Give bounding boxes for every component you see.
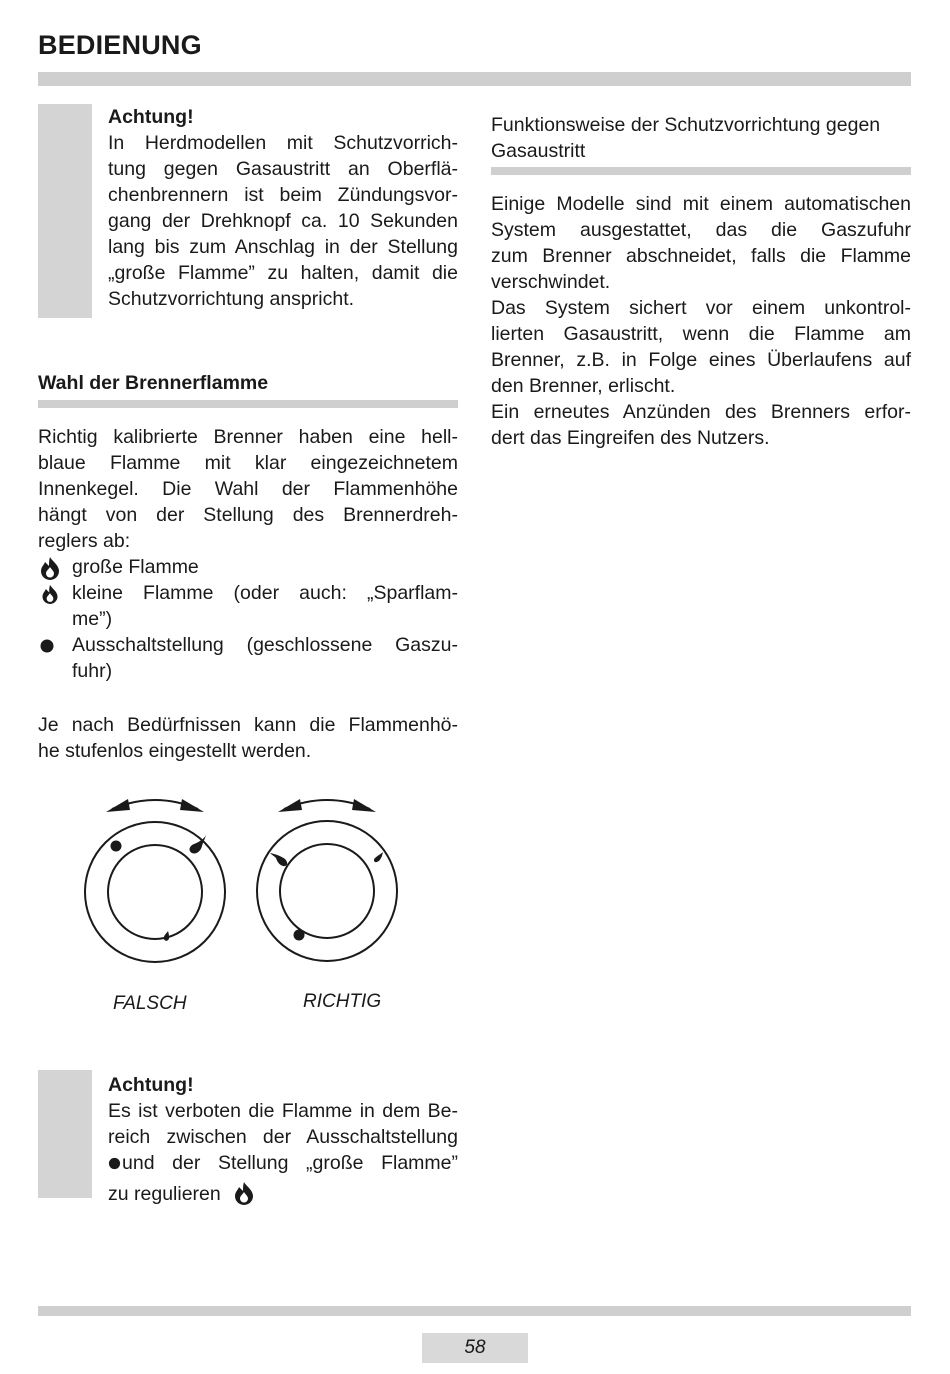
text-line: Es ist verboten die Flamme in dem Be-: [108, 1100, 458, 1122]
text-line: tung gegen Gasaustritt an Oberflä-: [108, 158, 458, 180]
text-line: Je nach Bedürfnissen kann die Flammenhö-: [38, 714, 458, 736]
text-line: blaue Flamme mit klar eingezeichnetem: [38, 452, 458, 474]
text-line: Ein erneutes Anzünden des Brenners erfor-: [491, 401, 911, 423]
warning-box: [108, 1072, 458, 1207]
text-line: hängt von der Stellung des Brennerdreh-: [38, 504, 458, 526]
list-item: [38, 632, 458, 684]
caption-wrong: FALSCH: [113, 993, 187, 1014]
text-line: In Herdmodellen mit Schutzvorrich-: [108, 132, 458, 154]
text-line: gang der Drehknopf ca. 10 Sekunden: [108, 210, 458, 232]
warning-text: [108, 1098, 458, 1207]
header-rule: [38, 72, 911, 86]
page-number: 58: [422, 1333, 528, 1363]
warning-text: [108, 130, 458, 312]
right-paragraph: [491, 191, 911, 451]
warning-heading: Achtung!: [108, 1074, 194, 1096]
list-item: [38, 554, 458, 580]
text-line: Innenkegel. Die Wahl der Flammenhöhe: [38, 478, 458, 500]
text-line: he stufenlos eingestellt werden.: [38, 740, 312, 762]
text-fragment: zu regulieren: [108, 1183, 221, 1205]
text-line: chenbrennern ist beim Zündungsvor-: [108, 184, 458, 206]
text-line: Brenner, z.B. in Folge eines Überlaufens auf: [491, 349, 911, 371]
flame-paragraph: [38, 424, 458, 554]
warning-heading: Achtung!: [108, 106, 194, 128]
text-line: reich zwischen der Ausschaltstellung: [108, 1126, 458, 1148]
text-line: verschwindet.: [491, 271, 611, 293]
list-text: fuhr): [72, 660, 113, 682]
text-line: [108, 1150, 458, 1176]
off-dot-icon: [108, 1157, 121, 1170]
list-text: Ausschaltstellung (geschlossene Gaszu-: [72, 634, 458, 656]
text-line: Einige Modelle sind mit einem automatischen: [491, 193, 911, 215]
large-flame-icon: [38, 556, 62, 580]
caption-right: RICHTIG: [303, 991, 382, 1012]
warning-bar: [38, 1070, 92, 1198]
text-fragment: und der Stellung „große Flamme”: [122, 1152, 458, 1174]
knob-wrong: [85, 799, 225, 962]
off-dot-icon: [38, 634, 62, 658]
text-line: System ausgestattet, das die Gaszufuhr: [491, 219, 911, 241]
small-flame-icon: [40, 584, 60, 604]
text-line: Schutzvorrichtung anspricht.: [108, 288, 355, 310]
knob-diagram: [70, 785, 410, 985]
warning-bar: [38, 104, 92, 318]
text-line: Das System sichert vor einem unkontrol-: [491, 297, 911, 319]
page-title: BEDIENUNG: [38, 30, 202, 60]
list-text: me”): [72, 608, 113, 630]
text-line: Richtig kalibrierte Brenner haben eine hell-: [38, 426, 458, 448]
text-line: lang bis zum Anschlag in der Stellung: [108, 236, 458, 258]
section-heading: Wahl der Brennerflamme: [38, 372, 269, 394]
large-flame-icon: [232, 1181, 256, 1205]
text-line: „große Flamme” zu halten, damit die: [108, 262, 458, 284]
footer-rule: [38, 1306, 911, 1316]
warning-box: [108, 104, 458, 312]
text-line: den Brenner, erlischt.: [491, 375, 676, 397]
text-line: Gasaustritt: [491, 140, 586, 162]
text-line: lierten Gasaustritt, wenn die Flamme am: [491, 323, 911, 345]
flame-note: [38, 712, 458, 764]
text-line: Funktionsweise der Schutzvorrichtung gegen: [491, 114, 881, 136]
list-text: kleine Flamme (oder auch: „Sparflam-: [72, 582, 458, 604]
text-line: [108, 1176, 458, 1207]
section-rule: [38, 400, 458, 408]
text-line: zum Brenner abschneidet, falls die Flamme: [491, 245, 911, 267]
text-line: dert das Eingreifen des Nutzers.: [491, 427, 770, 449]
list-text: große Flamme: [72, 556, 199, 578]
text-line: reglers ab:: [38, 530, 131, 552]
right-section-rule: [491, 167, 911, 175]
right-heading: [491, 112, 911, 164]
knob-right: [257, 799, 397, 961]
list-item: [38, 580, 458, 632]
